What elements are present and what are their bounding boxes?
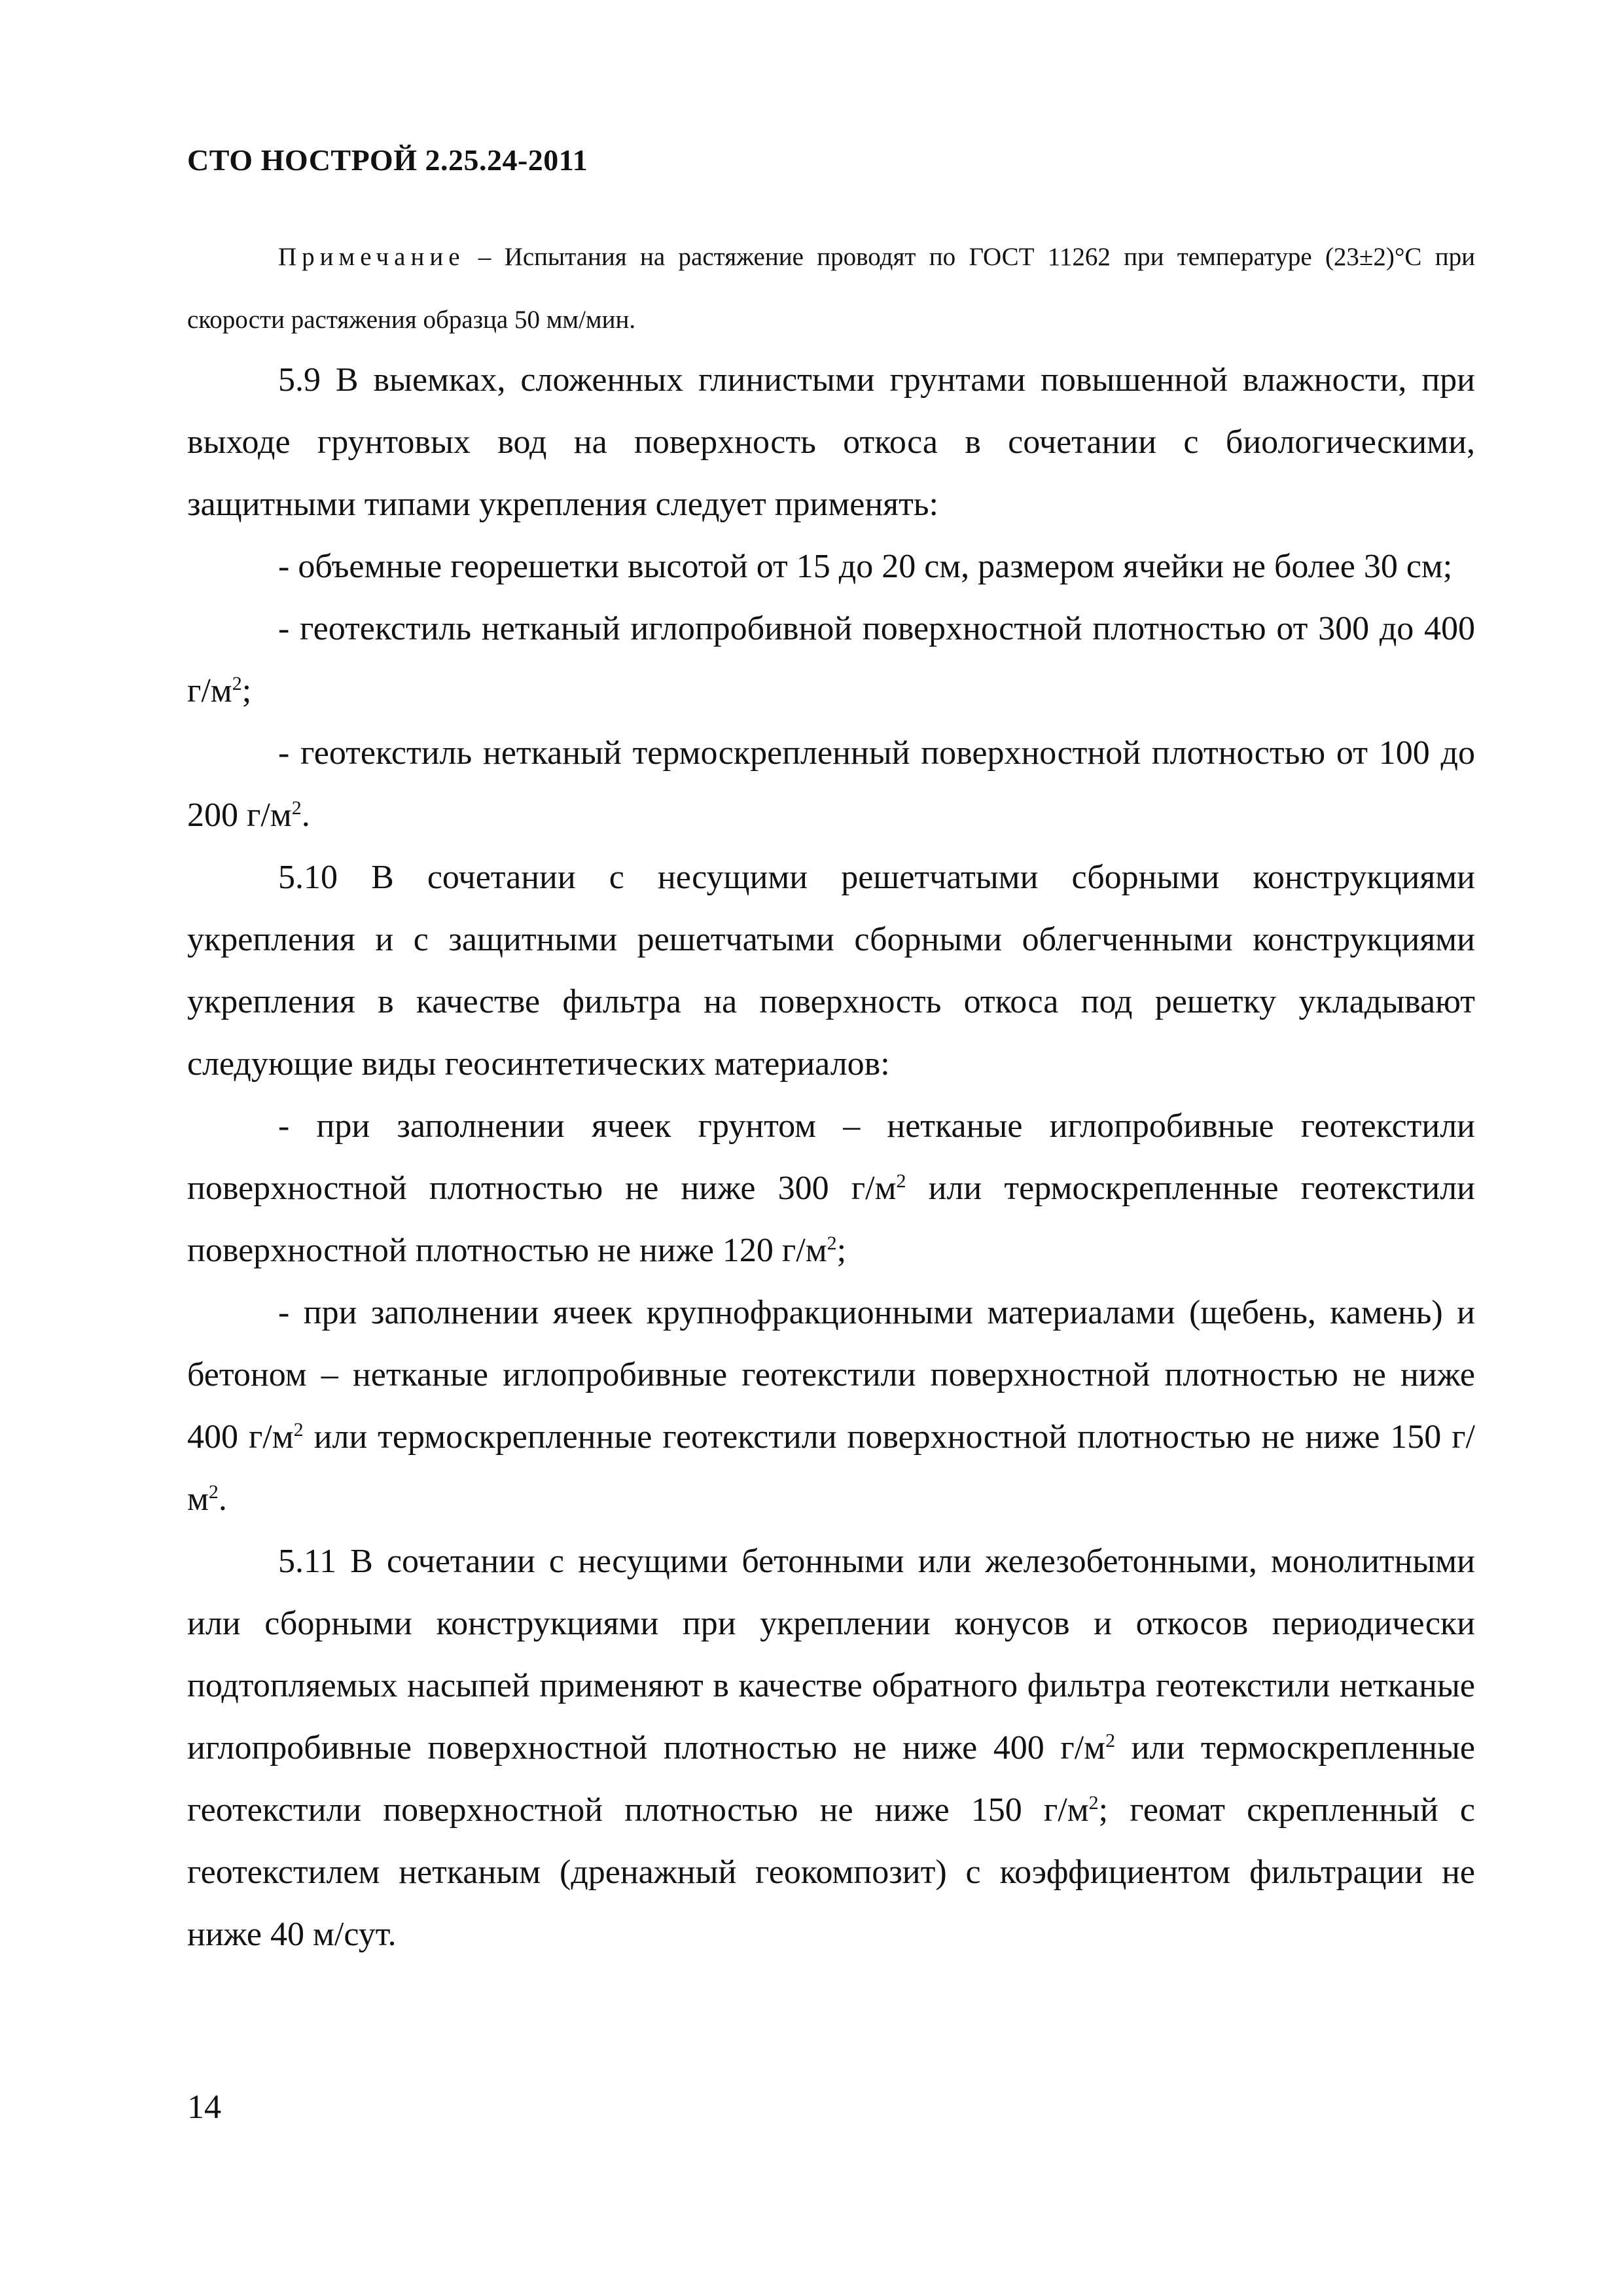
page-number: 14: [187, 2089, 221, 2126]
list-item-geotextile-thermal: [187, 722, 1475, 846]
superscript-2: 2: [827, 1232, 837, 1254]
punctuation: .: [301, 797, 310, 834]
punctuation: ;: [241, 672, 252, 709]
list-item-soil-fill: [187, 1095, 1475, 1282]
list-item-georeshetki: [187, 535, 1475, 598]
list-item-geotextile-needle: [187, 598, 1475, 722]
list-item-georeshetki-text: - объемные георешетки высотой от 15 до 20 см, размером ячейки не более 30 см;: [278, 548, 1453, 585]
note: [187, 226, 1475, 351]
paragraph-5-11: [187, 1530, 1475, 1965]
list-item-coarse-fill-text-a: - при заполнении ячеек крупнофракционными материалами (щебень, камень) и бетоном – нетканые иглопробивные геотекстили поверхностной плотностью не ниже 400 г/м: [187, 1294, 1475, 1456]
paragraph-5-11-text-c: ; геомат скрепленный с геотекстилем нетканым (дренажный геокомпозит) с коэффициентом фильтрации не ниже 40 м/сут.: [187, 1791, 1475, 1953]
paragraph-5-9: [187, 349, 1475, 535]
superscript-2: 2: [291, 797, 302, 819]
paragraph-5-11-text-b: или термоскрепленные геотекстили поверхностной плотностью не ниже 150 г/м: [187, 1729, 1475, 1829]
body-text: [187, 349, 1475, 1965]
superscript-2: 2: [1105, 1730, 1116, 1751]
paragraph-5-10-text: 5.10 В сочетании с несущими решетчатыми сборными конструкциями укрепления и с защитными решетчатыми сборными облегченными конструкциями укрепления в качестве фильтра на поверхность откоса под решетку укладывают следующие виды геосинтетических материалов:: [187, 859, 1475, 1083]
paragraph-5-9-text: 5.9 В выемках, сложенных глинистыми грунтами повышенной влажности, при выходе грунтовых вод на поверхность откоса в сочетании с биологическими, защитными типами укрепления следует применять:: [187, 361, 1475, 523]
superscript-2: 2: [896, 1170, 906, 1192]
list-item-coarse-fill-text-b: или термоскрепленные геотекстили поверхностной плотностью не ниже 150 г/м: [187, 1418, 1475, 1518]
document-header: СТО НОСТРОЙ 2.25.24-2011: [187, 143, 588, 177]
list-item-soil-fill-text-b: или термоскрепленные геотекстили поверхностной плотностью не ниже 120 г/м: [187, 1170, 1475, 1269]
list-item-coarse-fill: [187, 1282, 1475, 1530]
list-item-soil-fill-text-a: - при заполнении ячеек грунтом – нетканые иглопробивные геотекстили поверхностной плотностью не ниже 300 г/м: [187, 1107, 1475, 1207]
punctuation: ;: [836, 1232, 847, 1269]
paragraph-5-10: [187, 846, 1475, 1095]
superscript-2: 2: [208, 1481, 219, 1503]
punctuation: .: [218, 1480, 227, 1518]
list-item-geotextile-thermal-text: - геотекстиль нетканый термоскрепленный поверхностной плотностью от 100 до 200 г/м: [187, 734, 1475, 834]
paragraph-5-11-text-a: 5.11 В сочетании с несущими бетонными или железобетонными, монолитными или сборными конструкциями при укреплении конусов и откосов периодически подтопляемых насыпей применяют в качестве обратного фильтра геотекстили нетканые иглопробивные поверхностной плотностью не ниже 400 г/м: [187, 1543, 1475, 1767]
list-item-geotextile-needle-text: - геотекстиль нетканый иглопробивной поверхностной плотностью от 300 до 400 г/м: [187, 610, 1475, 709]
superscript-2: 2: [232, 673, 242, 694]
note-text: – Испытания на растяжение проводят по ГОСТ 11262 при температуре (23±2)°С при скорости растяжения образца 50 мм/мин.: [187, 243, 1475, 334]
superscript-2: 2: [1088, 1792, 1099, 1814]
note-label: Примечание: [278, 243, 465, 271]
superscript-2: 2: [293, 1419, 304, 1441]
